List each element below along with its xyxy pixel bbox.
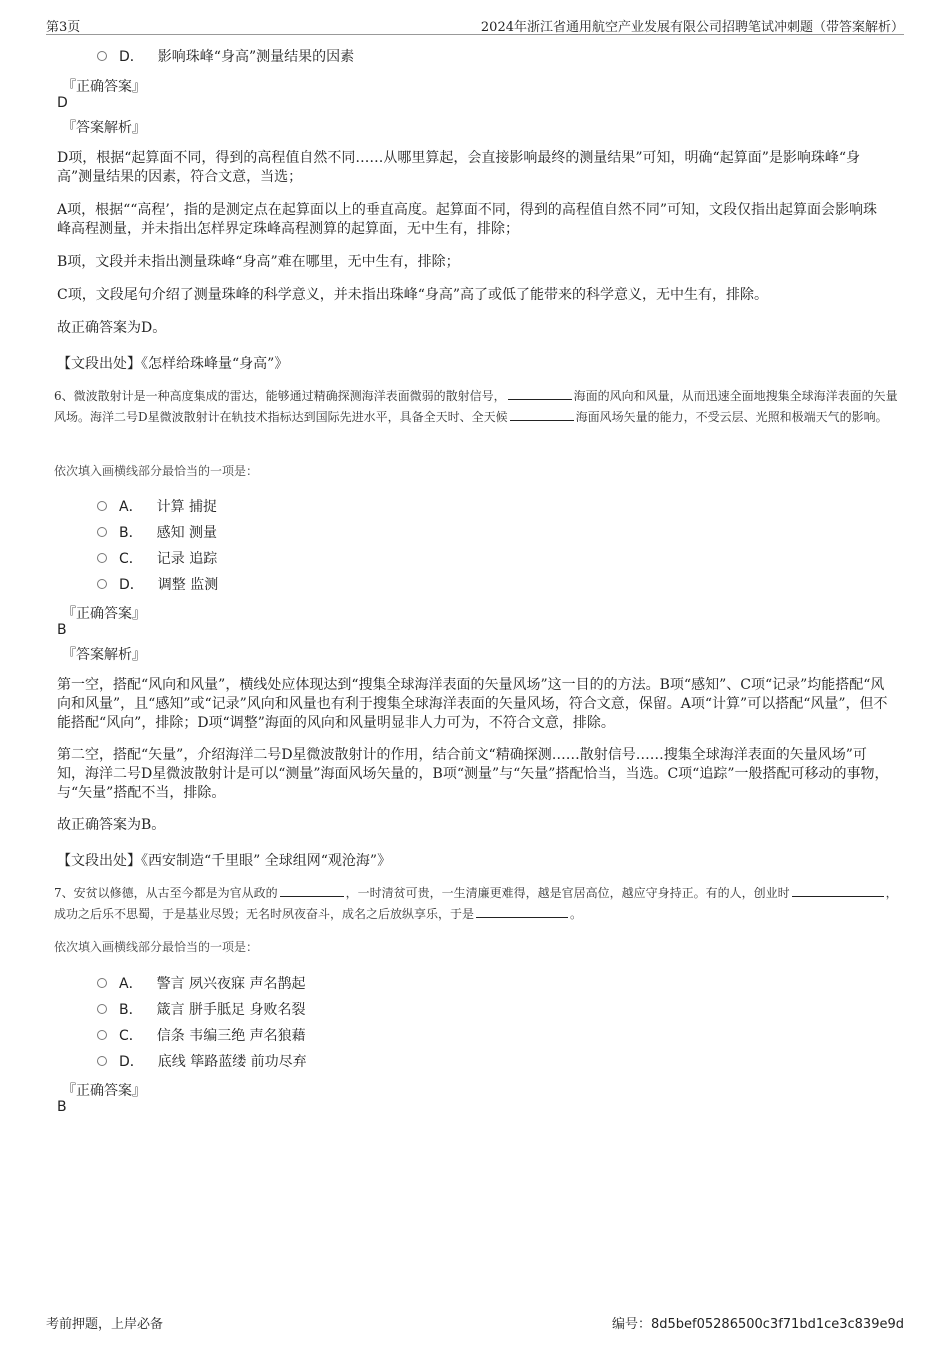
analysis-paragraph: A项，根据““高程’，指的是测定点在起算面以上的垂直高度。起算面不同，得到的高程值自然不同”可知，文段仅指出起算面会影响珠峰高程测量，并未指出怎样界定珠峰高程测算的起算面，无中生有，排除； <box>57 202 878 237</box>
answer-value: D <box>57 95 68 111</box>
option-c[interactable]: C． 信条 韦编三绝 声名狼藉 <box>97 1026 306 1046</box>
page-header <box>46 14 904 35</box>
page-footer <box>46 1313 904 1333</box>
fill-blank <box>792 885 884 897</box>
option-d[interactable]: D． 底线 筚路蓝缕 前功尽弃 <box>97 1052 307 1072</box>
radio-icon[interactable] <box>97 1056 107 1066</box>
option-c[interactable]: C． 记录 追踪 <box>97 549 217 569</box>
option-b[interactable]: B． 感知 测量 <box>97 523 217 543</box>
radio-icon[interactable] <box>97 1030 107 1040</box>
analysis-paragraph: 第二空，搭配“矢量”，介绍海洋二号D星微波散射计的作用，结合前文“精确探测……散射信号……搜集全球海洋表面的矢量风场”可知，海洋二号D星微波散射计是可以“测量”海面风场矢量的，B项“测量”与“矢量”搭配恰当，当选。C项“追踪”一般搭配可移动的事物，与“矢量”搭配不当，排除。 <box>57 747 889 801</box>
analysis-paragraph: 第一空，搭配“风向和风量”，横线处应体现达到“搜集全球海洋表面的矢量风场”这一目的的方法。B项“感知”、C项“记录”均能搭配“风向和风量”，且“感知”或“记录”风向和风量也有利于搜集全球海洋表面的矢量风场，符合文意，保留。A项“计算”可以搭配“风量”，但不能搭配“风向”，排除；D项“调整”海面的风向和风量明显非人力可为，不符合文意，排除。 <box>57 677 888 731</box>
radio-icon[interactable] <box>97 51 107 61</box>
document-title: 2024年浙江省通用航空产业发展有限公司招聘笔试冲刺题（带答案解析） <box>480 20 904 35</box>
footer-tagline: 考前押题，上岸必备 <box>46 1317 164 1332</box>
source-citation: 【文段出处】《西安制造“千里眼” 全球组网“观沧海”》 <box>57 853 392 869</box>
radio-icon[interactable] <box>97 501 107 511</box>
page-number: 第3页 <box>46 20 81 35</box>
analysis-paragraph: C项，文段尾句介绍了测量珠峰的科学意义，并未指出珠峰“身高”高了或低了能带来的科学意义，无中生有，排除。 <box>57 287 769 303</box>
fill-blank <box>508 388 572 400</box>
question-instruction: 依次填入画横线部分最恰当的一项是： <box>54 940 259 954</box>
fill-blank <box>476 906 568 918</box>
question-stem: 6、微波散射计是一种高度集成的雷达，能够通过精确探测海洋表面微弱的散射信号， 海面的风向和风量，从而迅速全面地搜集全球海洋表面的矢量风场。海洋二号D星微波散射计在轨技术指标达到国际先进水平，具备全天时、全天候 海面风场矢量的能力，不受云层、光照和极端天气的影响。 <box>54 389 898 424</box>
option-a[interactable]: A． 计算 捕捉 <box>97 497 217 517</box>
option-b[interactable]: B． 箴言 胼手胝足 身败名裂 <box>97 1000 306 1020</box>
fill-blank <box>280 885 344 897</box>
option-d[interactable]: D． 调整 监测 <box>97 575 218 595</box>
serial-number: 编号：8d5bef05286500c3f71bd1ce3c839e9d <box>611 1317 904 1332</box>
answer-value: B <box>57 622 67 638</box>
radio-icon[interactable] <box>97 527 107 537</box>
analysis-paragraph: B项，文段并未指出测量珠峰“身高”难在哪里，无中生有，排除； <box>57 254 460 270</box>
option-d[interactable]: D． 影响珠峰“身高”测量结果的因素 <box>97 47 354 67</box>
analysis-paragraph: D项，根据“起算面不同，得到的高程值自然不同……从哪里算起，会直接影响最终的测量结果”可知，明确“起算面”是影响珠峰“身高”测量结果的因素，符合文意，当选； <box>57 150 861 185</box>
analysis-label: 『答案解析』 <box>62 120 146 136</box>
answer-value: B <box>57 1099 67 1115</box>
answer-label: 『正确答案』 <box>62 606 146 622</box>
radio-icon[interactable] <box>97 978 107 988</box>
question-instruction: 依次填入画横线部分最恰当的一项是： <box>54 464 259 478</box>
answer-label: 『正确答案』 <box>62 1083 146 1099</box>
question-stem: 7、安贫以修德，从古至今都是为官从政的 ，一时清贫可贵，一生清廉更难得，越是官居高位，越应守身持正。有的人，创业时 ，成功之后乐不思蜀，于是基业尽毁；无名时夙夜奋斗，成名之后放纵享乐，于是 。 <box>54 886 898 921</box>
radio-icon[interactable] <box>97 1004 107 1014</box>
conclusion: 故正确答案为B。 <box>57 817 166 833</box>
analysis-label: 『答案解析』 <box>62 647 146 663</box>
radio-icon[interactable] <box>97 553 107 563</box>
option-a[interactable]: A． 警言 夙兴夜寐 声名鹊起 <box>97 974 305 994</box>
conclusion: 故正确答案为D。 <box>57 320 167 336</box>
radio-icon[interactable] <box>97 579 107 589</box>
answer-label: 『正确答案』 <box>62 79 146 95</box>
fill-blank <box>510 409 574 421</box>
source-citation: 【文段出处】《怎样给珠峰量“身高”》 <box>57 356 289 372</box>
